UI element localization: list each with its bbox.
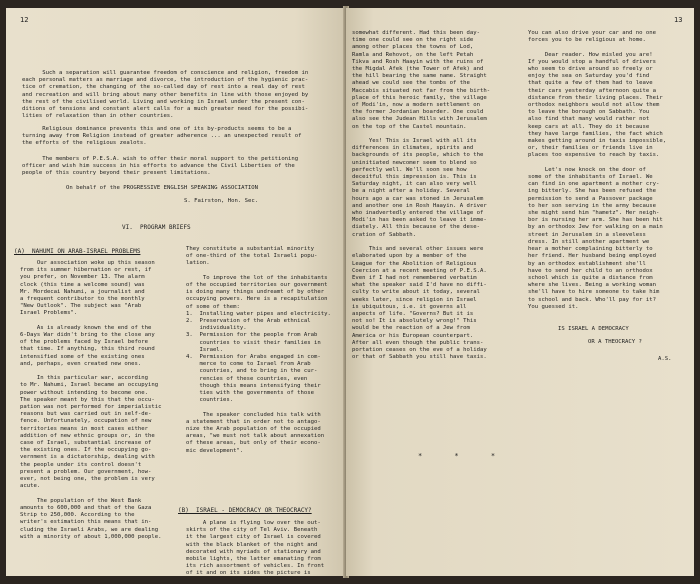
on-behalf-line: On behalf of the PROGRESSIVE ENGLISH SPEAKING ASSOCIATION [66,185,258,191]
closing-question-line2: OR A THEOCRACY ? [588,339,642,345]
page-number: 12 [20,16,29,24]
intro-paragraph: Such a separation will guarantee freedom of conscience and religion, freedom in each personal matters as marriage and divorce, the introduction of the hygienic prac- tice of cremation, the changing of the so-called day of rest into a real day of rest and recreation and will bring about many other benefits in line with those enjoyed by the rest of the civilised world. Living and working in Israel under the present con- ditions of tensions and constant alert calls for a much greater need for the possibi- lities of relaxation than in other countries. [22,70,309,120]
closing-signature: A.S. [658,356,672,362]
left-page [6,8,346,576]
right-page [346,8,694,576]
closing-question-line1: IS ISRAEL A DEMOCRACY [558,326,629,332]
intro-paragraph: Religious dominance prevents this and one of its by-products seems to be a turning away from Religion instead of greater adherence ... an unexpected result of the efforts of the religious zealots. [22,126,302,147]
section-break-dots: * * * [418,452,510,460]
section-title: VI. PROGRAM BRIEFS [122,224,191,231]
left-column-2-text: They constitute a substantial minority of one-third of the total Israeli popu- lation. To improve the lot of the inhabitants of the occupied territories our government is doing many things undreamt of by other occupying powers. Here is a recapitulation of some of them: 1. Installing water pipes and electricity. 2. Preservation of the Arab ethnical individuality. 3. Permission for the people from Arab countries to visit their families in Israel. 4. Permission for Arabs engaged in com- merce to come to Israel from Arab countries, and to bring in the cur- rencies of these countries, even though this means intensifying their ties with the governments of those countries. The speaker concluded his talk with a statement that in order not to antago- nize the Arab population of the occupied areas, "we must not talk about annexation of these areas, but only of their econo- mic development". [186,246,331,454]
right-column-2-text: You can also drive your car and no one forces you to be religious at home. Dear reader. How misled you are! If you would stop a handful of drivers who seem to drive around so freely or enjoy the sea on Saturday you'd find that quite a few of them had to leave their cars yesterday afternoon quite a distance from their living places. Their orthodox neighbors would not allow them to leave the borough on Sabbath. You also find that many would rather not keep cars at all. They do it because they have large families, the fact which makes getting around in taxis impossible, or, their families or friends live in places too expensive to reach by taxis. Let's now knock on the door of some of the inhabitants of Israel. We can find in one apartment a mother cry- ing bitterly. She has been refused the permission to send a Passover package to her son serving in the army because she might send him "hametz". Her neigh- bor is nursing her arm. She has been hit by an orthodox Jew for walking on a main street in Jerusalem in a sleeveless dress. In still another apartment we hear a mother complaining bitterly to her friend. Her husband being employed by an orthodox establishment she'll have to send her child to an orthodox school which is quite a distance from where she lives. Being a working woman she'll have to hire someone to take him to school and back. Who'll pay for it? You guessed it. [528,30,667,310]
right-column-1-text: somewhat different. Had this been day- time one could see on the right side among other places the towns of Lod, Ramla and Rehovot, on the left Petah Tikva and Rosh Haayin with the ruins of the Migdal Afek (the Tower of Afek) and the hill bearing the same name. Straight ahead we could see the tombs of the Maccabis situated not far from the birth- place of this heroic family, the village of Modi'in, now a modern settlement on the former Jordanian boarder. One could also see the Judean Hills with Jerusalem on the top of the Castel mountain. Yes! This is Israel with all its differences in climates, spirits and backgrounds of its people, which to the uninitiated newcomer seem to blend so perfectly well. We'll soon see how deceitful this impression is. This is Saturday night, it can also very well be a night after a holiday. Several hours ago a car was stoned in Jerusalem and another one in Rosh Haayin. A driver who inadvertedly entered the village of Modi'in has been asked to leave it imme- diately. All this because of the dese- cration of Sabbath. This and several other issues were elaborated upon by a member of the League for the Abolition of Religious Coercion at a recent meeting of P.E.S.A. Even if I had not remembered verbatim what the speaker said I'd have no diffi- culty to write about it today, several weeks later, since religion in Israel is ubiquitous, i.e. it governs all aspects of life. "Governs? But it is not so! It is absolutely wrong!" This would be the reaction of a Jew from America or his European counterpart. After all even though the public trans- portation ceases on the eve of a holiday or that of Sabbath you still have taxis. [352,30,491,361]
section-heading: (A) NAHUMI ON ARAB-ISRAEL PROBLEMS [14,248,141,255]
left-column-1-text: Our association woke up this season from its summer hibernation or rest, if you prefer, on November 13. The alarm clock (this time a welcome sound) was Mr. Mordecai Nahumi, a journalist and a frequent contributor to the monthly "New Outlook". The subject was "Arab Israel Problems". As is already known the end of the 6-Days War didn't bring to the close any of the problems faced by Israel before that time. If anything, this third round intensified some of the existing ones and, perhaps, even created new ones. In this particular war, according to Mr. Nahumi, Israel became an occupying power without intending to become one. The speaker meant by this that the occu- pation was not performed for imperialistic reasons but was carried out in self-de- fence. Unfortunately, occupation of new territories means in most cases either addition of new ethnic groups or, in the case of Israel, substantial increase of the existing ones. If the occupying go- vernment is a dictatorship, dealing with the people under its control doesn't present a problem. Our government, how- ever, not being one, the problem is very acute. The population of the West Bank amounts to 600,000 and that of the Gaza Strip to 250,000. According to the writer's estimation this means that in- cluding the Israeli Arabs, we are dealing with a minority of about 1,000,000 people. [20,260,162,540]
section-heading: (B) ISRAEL - DEMOCRACY OR THEOCRACY? [178,507,312,514]
left-column-2-tail: A plane is flying low over the out- skirts of the city of Tel Aviv. Beneath it the largest city of Israel is covered with the black blanket of the night and decorated with myriads of stationary and mobile lights, the latter emanating from its rich assortment of vehicles. In front of it and on its sides the picture is [186,520,325,576]
page-number: 13 [674,16,683,24]
intro-paragraph: The members of P.E.S.A. wish to offer their moral support to the petitioning officer and wish him success in his efforts to advance the Civil Liberties of the people of this country beyond their present limitations. [22,156,299,177]
signature: S. Fairston, Hon. Sec. [184,198,259,204]
